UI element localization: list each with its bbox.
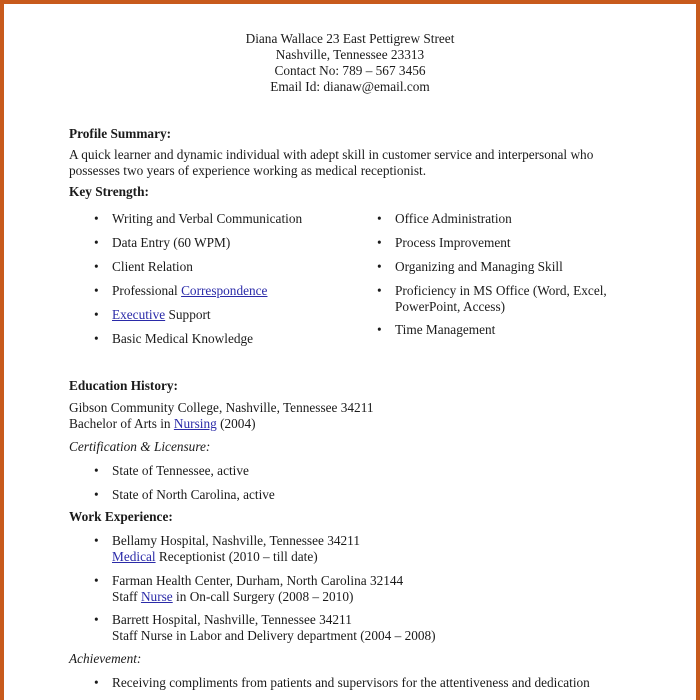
education-title: Education History: — [69, 378, 178, 393]
medical-link[interactable]: Medical — [112, 549, 156, 564]
name-address: Diana Wallace 23 East Pettigrew Street — [245, 31, 455, 46]
resume: Diana Wallace 23 East Pettigrew Street Nashville, Tennessee 23313 Contact No: 789 – 567 3456 Email Id: dianaw@email.com Profile Summary: A quick learner and dynamic individual with adept skill in customer service and interpersonal who possesses two years of experience working as medical receptionist. Key Strength: • Writing and Verbal Communication • Data Entry (60 WPM) • Client Relation • Professional Correspondence • Executive Support • Basic Medical Knowledge • Office Administration • Process Improvement • Organizing and Managing Skill • Proficiency in MS Office (Word, Excel, PowerPoint, Access) • Time Management Education History: Gibson Community College, Nashville, Tennessee 34211 Bachelor of Arts in Nursing (2004) Certification & Licensure: • State of Tennessee, active • State of North Carolina, active Work Experience: • Bellamy Hospital, Nashville, Tennessee 34211 Medical Receptionist (2010 – till date) • Farman Health Center, Durham, North Carolina 32144 Staff Nurse in On-call Surgery (2008 – 2010) • Barrett Hospital, Nashville, Tennessee 34211 Staff Nurse in Labor and Delivery department (2004 – 2008) Achievement: • Receiving compliments from patients and supervisors for the attentiveness and dedication — [4, 4, 696, 700]
certification-title: Certification & Licensure: — [69, 439, 211, 454]
contact-header — [4, 4, 696, 95]
email: Email Id: dianaw@email.com — [270, 79, 430, 94]
nursing-link[interactable]: Nursing — [173, 416, 217, 431]
executive-link[interactable]: Executive — [112, 307, 166, 322]
nurse-link[interactable]: Nurse — [140, 589, 173, 604]
contact-number: Contact No: 789 – 567 3456 — [274, 63, 426, 78]
work-experience-title: Work Experience: — [69, 509, 173, 524]
profile-summary-title: Profile Summary: — [69, 126, 172, 141]
key-strength-title: Key Strength: — [69, 184, 149, 199]
correspondence-link[interactable]: Correspondence — [181, 283, 268, 298]
document-page — [4, 4, 696, 700]
education-college: Gibson Community College, Nashville, Tennessee 34211 — [69, 400, 374, 415]
education-degree: Bachelor of Arts in Nursing (2004) — [69, 416, 256, 431]
achievement-title: Achievement: — [69, 651, 142, 666]
city-state: Nashville, Tennessee 23313 — [275, 47, 425, 62]
profile-summary-line1: A quick learner and dynamic individual with adept skill in customer service and interpersonal who — [69, 147, 594, 162]
profile-summary-line2: possesses two years of experience working as medical receptionist. — [69, 163, 427, 178]
